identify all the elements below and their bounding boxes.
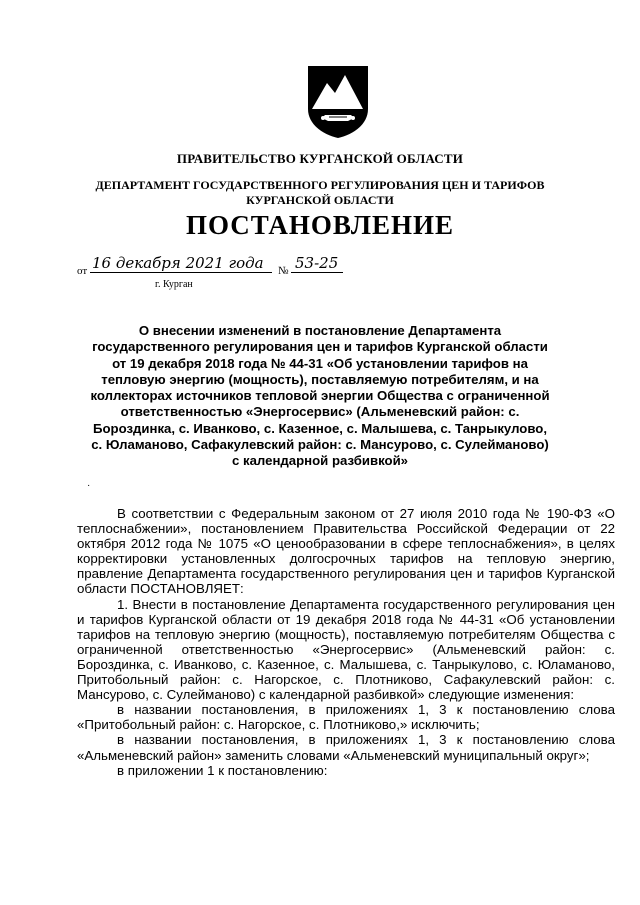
stray-mark: · [87, 480, 91, 491]
city-name: г. Курган [155, 279, 193, 290]
document-subject: О внесении изменений в постановление Департамента государственного регулирования цен и тарифов Курганской области от 19 декабря 2018 года № 44-31 «Об установлении тарифов на тепловую энергию (мощность), поставляемую потребителям, и на коллекторах источников тепловой энергии Общества с ограниченной ответственностью «Энергосервис» (Альменевский район: с. Бороздинка, с. Иванково, с. Казенное, с. Малышева, с. Танрыкулово, с. Юламаново, Сафакулевский район: с. Мансурово, с. Сулейманово) с календарной разбивкой» [90, 323, 550, 469]
document-body [77, 506, 615, 778]
document-number: 53-25 [295, 254, 339, 272]
body-paragraph: 1. Внести в постановление Департамента государственного регулирования цен и тарифов Курганской области от 19 декабря 2018 года № 44-31 «Об установлении тарифов на тепловую энергию (мощность), поставляемую потребителям Общества с ограниченной ответственностью «Энергосервис» (Альменевский район: с. Бороздинка, с. Иванково, с. Казенное, с. Малышева, с. Танрыкулово, с. Юламаново, Притобольный район: с. Нагорское, с. Плотниково, Сафакулевский район: с. Мансурово, с. Сулейманово) с календарной разбивкой» следующие изменения: [77, 596, 615, 703]
kurgan-oblast-emblem [305, 63, 371, 139]
number-label: № [278, 265, 289, 277]
body-paragraph: В соответствии с Федеральным законом от 27 июля 2010 года № 190-ФЗ «О теплоснабжении», постановлением Правительства Российской Федерации от 22 октября 2012 года № 1075 «О ценообразовании в сфере теплоснабжения», в целях корректировки установленных долгосрочных тарифов на тепловую энергию, правление Департамента государственного регулирования цен и тарифов Курганской области ПОСТАНОВЛЯЕТ: [77, 506, 615, 597]
number-underline [291, 272, 343, 273]
government-name: ПРАВИТЕЛЬСТВО КУРГАНСКОЙ ОБЛАСТИ [176, 151, 464, 166]
date-underline [90, 272, 272, 273]
document-date: 16 декабря 2021 года [92, 254, 264, 272]
document-type-title: ПОСТАНОВЛЕНИЕ [185, 210, 455, 240]
department-name-line1: ДЕПАРТАМЕНТ ГОСУДАРСТВЕННОГО РЕГУЛИРОВАНИЯ ЦЕН И ТАРИФОВ [95, 178, 545, 192]
department-name-line2: КУРГАНСКОЙ ОБЛАСТИ [246, 193, 394, 207]
body-paragraph: в приложении 1 к постановлению: [117, 762, 328, 778]
body-paragraph: в названии постановления, в приложениях 1, 3 к постановлению слова «Альменевский район» заменить словами «Альменевский муниципальный округ»; [77, 732, 615, 763]
body-paragraph: в названии постановления, в приложениях 1, 3 к постановлению слова «Притобольный район: с. Нагорское, с. Плотниково,» исключить; [77, 702, 615, 733]
from-label: от [77, 265, 88, 277]
